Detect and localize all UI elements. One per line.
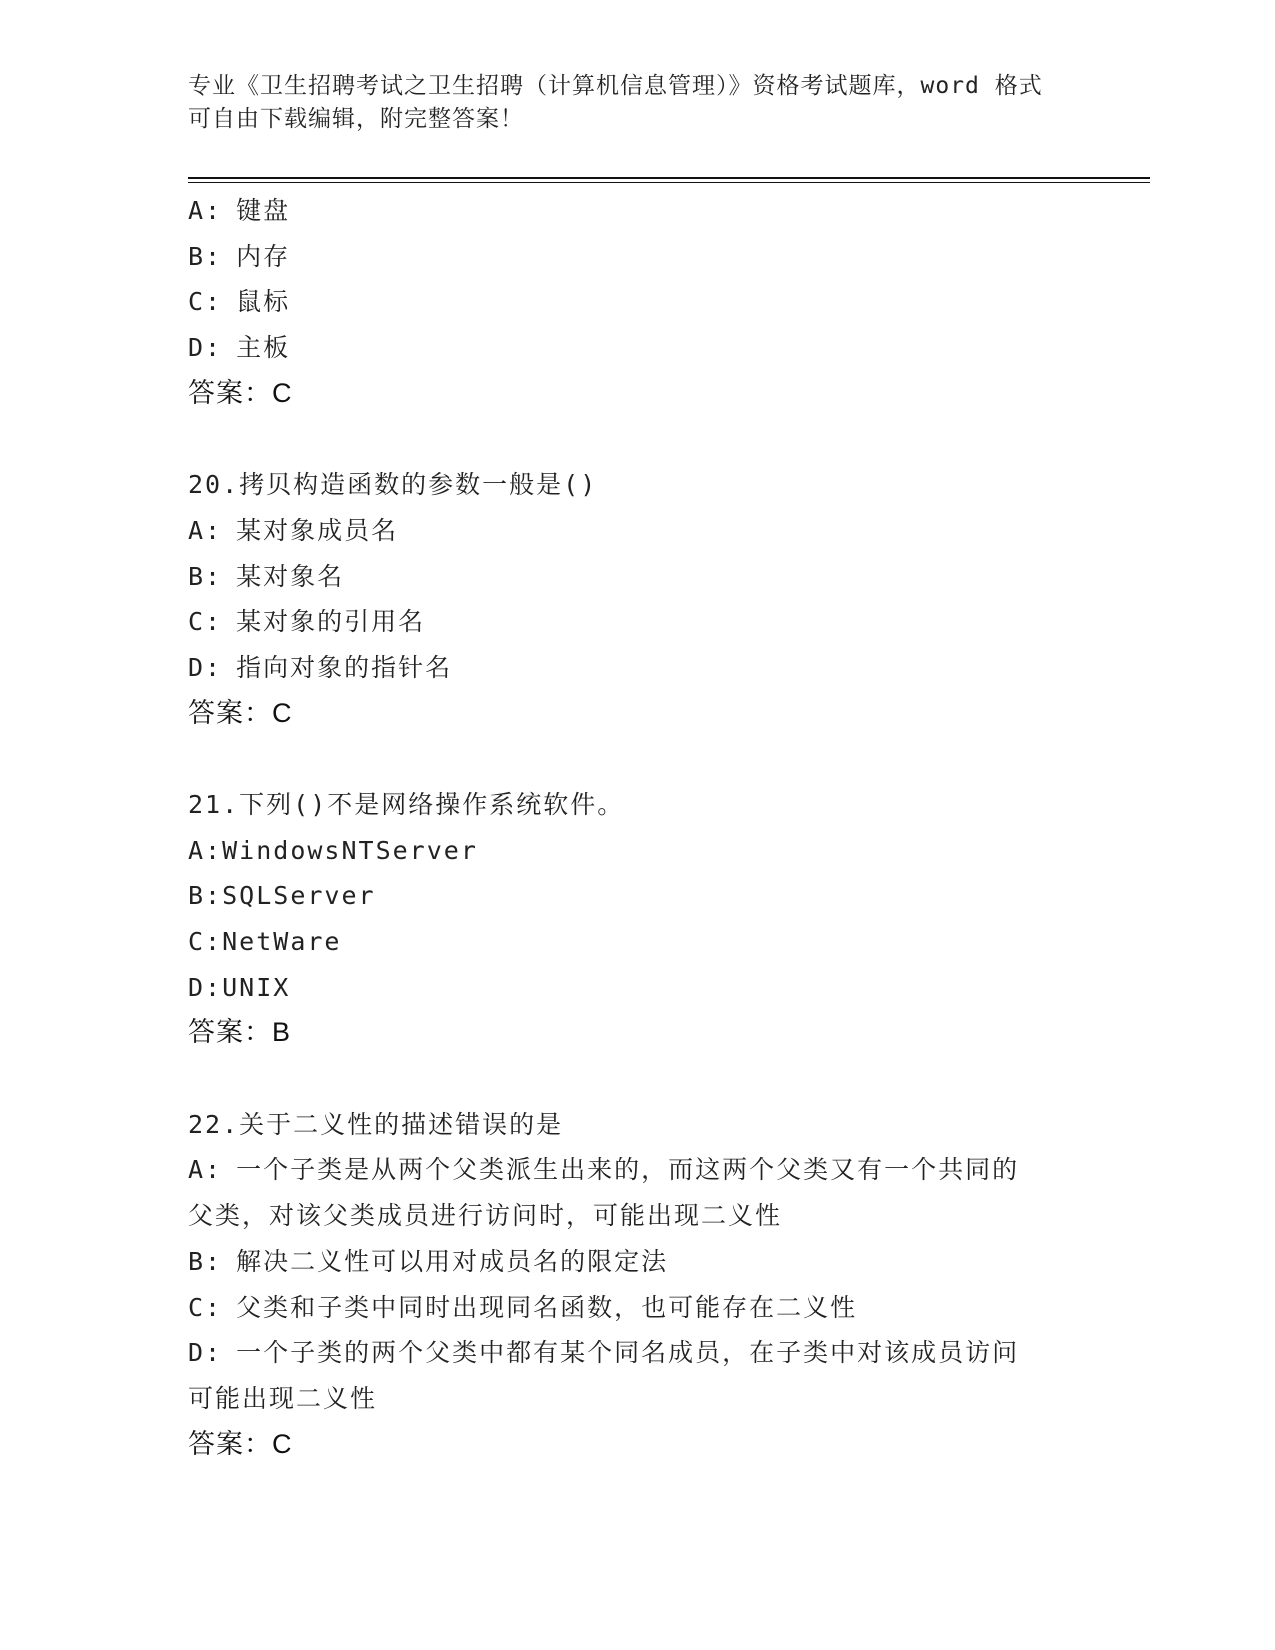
option-d: D: 主板 bbox=[188, 333, 291, 363]
question-list bbox=[188, 188, 1088, 1467]
option-a-continued: 父类，对该父类成员进行访问时，可能出现二义性 bbox=[188, 1201, 783, 1231]
option-a: A: 一个子类是从两个父类派生出来的，而这两个父类又有一个共同的 bbox=[188, 1155, 1020, 1185]
option-b: B:SQLServer bbox=[188, 881, 376, 911]
option-c: C: 父类和子类中同时出现同名函数，也可能存在二义性 bbox=[188, 1292, 858, 1322]
option-b: B: 某对象名 bbox=[188, 561, 345, 591]
option-c: C: 鼠标 bbox=[188, 287, 291, 317]
document-header bbox=[188, 70, 1068, 136]
answer-line: 答案：C bbox=[188, 377, 293, 408]
option-a: A: 某对象成员名 bbox=[188, 515, 399, 545]
header-divider-thin bbox=[188, 182, 1150, 183]
spacer bbox=[188, 416, 1088, 462]
answer-line: 答案：C bbox=[188, 1428, 293, 1459]
question-stem: 20.拷贝构造函数的参数一般是() bbox=[188, 470, 598, 500]
option-d: D:UNIX bbox=[188, 972, 291, 1002]
question-stem: 21.下列()不是网络操作系统软件。 bbox=[188, 789, 625, 819]
header-divider-thick bbox=[188, 177, 1150, 179]
option-a: A: 键盘 bbox=[188, 196, 291, 225]
header-line-2: 可自由下载编辑，附完整答案！ bbox=[188, 106, 524, 132]
spacer bbox=[188, 736, 1088, 782]
spacer bbox=[188, 1056, 1088, 1102]
answer-line: 答案：B bbox=[188, 1017, 292, 1048]
option-c: C: 某对象的引用名 bbox=[188, 607, 426, 637]
option-d: D: 一个子类的两个父类中都有某个同名成员，在子类中对该成员访问 bbox=[188, 1338, 1020, 1368]
header-line-1: 专业《卫生招聘考试之卫生招聘（计算机信息管理）》资格考试题库，word 格式 bbox=[188, 73, 1043, 99]
option-b: B: 解决二义性可以用对成员名的限定法 bbox=[188, 1246, 669, 1276]
question-stem: 22.关于二义性的描述错误的是 bbox=[188, 1109, 564, 1139]
answer-line: 答案：C bbox=[188, 697, 293, 728]
option-b: B: 内存 bbox=[188, 241, 291, 271]
option-d: D: 指向对象的指针名 bbox=[188, 652, 453, 682]
option-a: A:WindowsNTServer bbox=[188, 835, 478, 865]
option-d-continued: 可能出现二义性 bbox=[188, 1383, 378, 1413]
option-c: C:NetWare bbox=[188, 927, 342, 956]
